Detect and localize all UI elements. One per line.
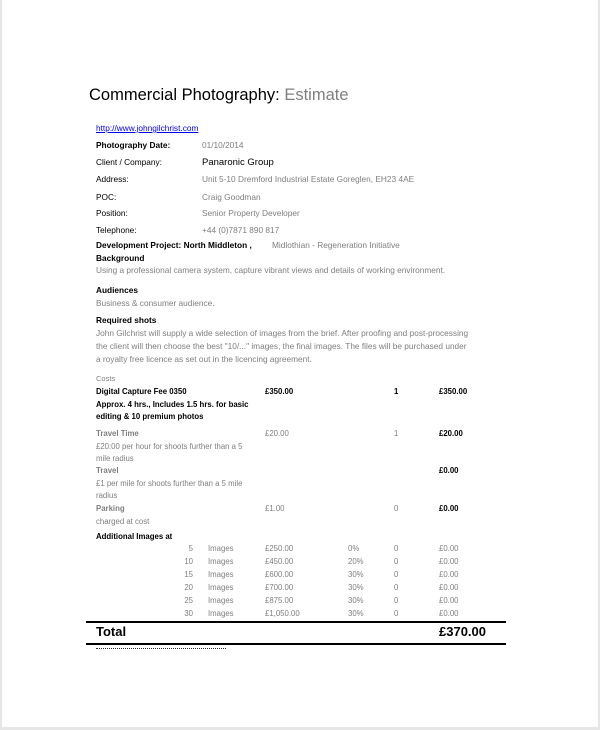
title-main: Commercial Photography: [89,86,280,104]
title-sub: Estimate [284,86,349,104]
additional-unit: Images [208,596,234,605]
additional-price: £875.00 [265,596,294,605]
additional-qty: 0 [394,570,399,579]
cost-item-total: £350.00 [439,387,468,396]
additional-total: £0.00 [439,544,459,553]
additional-price: £1,050.00 [265,609,300,618]
background-text: Using a professional camera system, capture vibrant views and details of working environment. [96,265,446,275]
cost-item-name: Travel Time [96,429,139,438]
project-label: Development Project: North Middleton , [96,240,252,250]
cost-item-price: £20.00 [265,429,289,438]
additional-price: £600.00 [265,570,294,579]
costs-heading: Costs [96,374,116,383]
additional-discount: 20% [348,557,364,566]
additional-images-heading: Additional Images at [96,532,173,541]
additional-total: £0.00 [439,583,459,592]
cost-item-desc: mile radius [96,454,134,463]
additional-count: 10 [184,557,193,566]
additional-discount: 30% [348,609,364,618]
additional-count: 5 [188,544,193,553]
additional-discount: 0% [348,544,360,553]
required-shots-heading: Required shots [96,315,157,325]
detail-label: POC: [96,192,117,202]
additional-discount: 30% [348,570,364,579]
detail-label: Client / Company: [96,157,162,167]
required-shots-line: a royalty free licence as set out in the licencing agreement. [96,354,312,364]
cost-item-desc: charged at cost [96,516,150,526]
cost-item-price: £1.00 [265,504,285,513]
detail-value: Unit 5-10 Dremford Industrial Estate Goreglen, EH23 4AE [202,174,415,184]
cost-item-name: Travel [96,466,119,475]
additional-count: 30 [184,609,193,618]
cost-item-qty: 1 [394,429,399,438]
detail-label: Address: [96,174,129,184]
divider-top [86,621,506,623]
document-title [89,86,349,105]
additional-discount: 30% [348,583,364,592]
project-region: Midlothian [272,240,310,250]
audiences-heading: Audiences [96,285,138,295]
cost-item-desc: £1 per mile for shoots further than a 5 mile [96,478,243,488]
cost-item-name: Digital Capture Fee 0350 [96,387,187,396]
background-heading: Background [96,253,145,263]
additional-count: 25 [184,596,193,605]
additional-unit: Images [208,609,234,618]
additional-count: 20 [184,583,193,592]
cost-item-desc: radius [96,491,118,500]
cost-item-desc: £20:00 per hour for shoots further than a 5 [96,441,243,451]
additional-unit: Images [208,544,234,553]
detail-value: Senior Property Developer [202,208,300,218]
required-shots-line: John Gilchrist will supply a wide selection of images from the brief. After proofing and post-processing [96,328,469,338]
additional-unit: Images [208,570,234,579]
cost-item-qty: 0 [394,504,399,513]
additional-total: £0.00 [439,557,459,566]
detail-value: Panaronic Group [202,157,274,168]
additional-qty: 0 [394,583,399,592]
divider-bottom [86,643,506,645]
detail-label: Photography Date: [96,140,171,150]
cost-item-total: £0.00 [439,504,459,513]
additional-price: £700.00 [265,583,294,592]
additional-discount: 30% [348,596,364,605]
cost-item-total: £20.00 [439,429,463,438]
additional-qty: 0 [394,544,399,553]
additional-total: £0.00 [439,596,459,605]
cost-item-desc: Approx. 4 hrs., Includes 1.5 hrs. for basic [96,399,249,409]
additional-price: £450.00 [265,557,294,566]
required-shots-line: the client will then choose the best "10/..." images, the final images. The files will be purchased under [96,341,467,351]
cost-item-name: Parking [96,504,125,513]
additional-unit: Images [208,583,234,592]
cost-item-qty: 1 [394,387,399,396]
cost-item-price: £350.00 [265,387,294,396]
detail-value: 01/10/2014 [202,140,244,150]
additional-qty: 0 [394,596,399,605]
detail-label: Telephone: [96,225,137,235]
audiences-text: Business & consumer audience. [96,298,215,308]
additional-price: £250.00 [265,544,294,553]
total-value: £370.00 [439,624,486,639]
cost-item-desc: editing & 10 premium photos [96,412,204,421]
website-link[interactable]: http://www.johngilchrist.com [96,123,199,133]
detail-label: Position: [96,208,128,218]
cost-item-total: £0.00 [439,466,459,475]
truncated-footnote [96,648,226,651]
additional-total: £0.00 [439,570,459,579]
total-label: Total [96,624,127,639]
detail-value: Craig Goodman [202,192,261,202]
additional-count: 15 [184,570,193,579]
additional-qty: 0 [394,609,399,618]
additional-total: £0.00 [439,609,459,618]
additional-unit: Images [208,557,234,566]
detail-value: +44 (0)7871 890 817 [202,225,280,235]
project-initiative: - Regeneration Initiative [309,240,400,250]
additional-qty: 0 [394,557,399,566]
